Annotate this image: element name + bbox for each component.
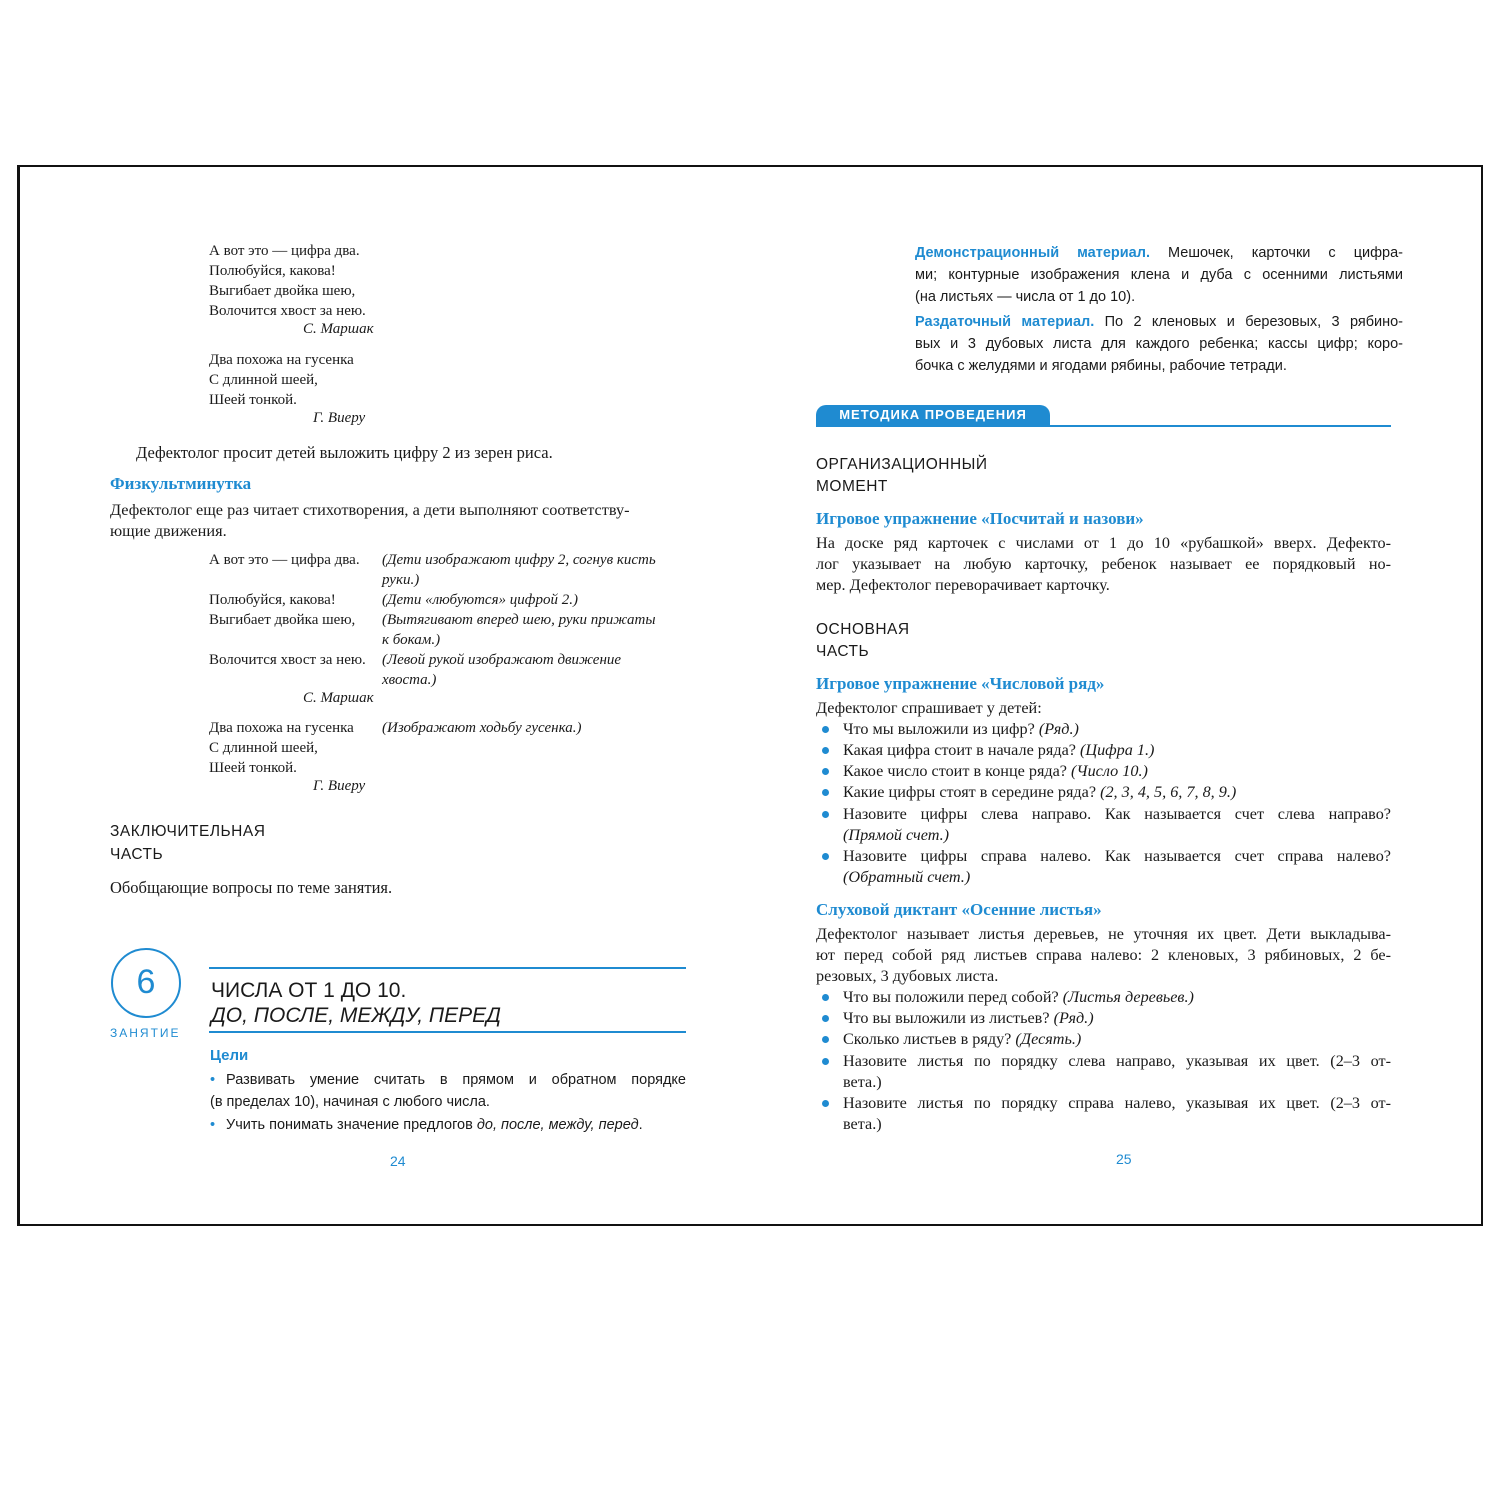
phys-text: ющие движения. xyxy=(110,521,227,540)
poem-line: Выгибает двойка шею, xyxy=(209,283,356,299)
bullet-icon xyxy=(822,747,829,754)
poem-line: А вот это — цифра два. xyxy=(209,243,360,259)
answer: (Число 10.) xyxy=(1071,762,1148,780)
demo-text: ми; контурные изображения клена и дуба с осенними листьями xyxy=(915,267,1403,283)
answer: (2, 3, 4, 5, 6, 7, 8, 9.) xyxy=(1100,783,1237,801)
poem-author: Г. Виеру xyxy=(313,410,366,426)
question: Что мы выложили из цифр? xyxy=(843,720,1039,738)
section-heading: ОРГАНИЗАЦИОННЫЙ xyxy=(816,456,988,473)
handout-material xyxy=(915,311,1403,333)
answer: (Листья деревьев.) xyxy=(1062,988,1194,1006)
final-text: Обобщающие вопросы по теме занятия. xyxy=(110,878,393,897)
bullet-icon xyxy=(822,726,829,733)
list-item: Назовите цифры слева направо. Как называется счет слева направо? xyxy=(843,805,1391,823)
handout-text: вых и 3 дубовых листа для каждого ребенка; кассы цифр; коро- xyxy=(915,336,1403,352)
answer: (Десять.) xyxy=(1015,1030,1082,1048)
phys-action: хвоста.) xyxy=(382,672,437,688)
method-tab xyxy=(816,405,1050,426)
method-tab-label: МЕТОДИКА ПРОВЕДЕНИЯ xyxy=(839,407,1027,422)
bullet-icon xyxy=(822,1058,829,1065)
game1-text: мер. Дефектолог переворачивает карточку. xyxy=(816,576,1110,594)
game1-text: На доске ряд карточек с числами от 1 до 10 «рубашкой» вверх. Дефекто- xyxy=(816,534,1391,552)
answer: (Обратный счет.) xyxy=(843,868,971,886)
answer: (Прямой счет.) xyxy=(843,826,950,844)
list-item: Назовите листья по порядку справа налево, указывая их цвет. (2–3 от- xyxy=(843,1094,1391,1112)
phys-line: Выгибает двойка шею, xyxy=(209,612,356,628)
bullet-icon xyxy=(822,1015,829,1022)
answer: (Ряд.) xyxy=(1053,1009,1094,1027)
phys-line: Волочится хвост за нею. xyxy=(209,652,366,668)
phys-action: (Дети «любуются» цифрой 2.) xyxy=(382,592,578,608)
goal-text xyxy=(226,1117,643,1133)
question: Какая цифра стоит в начале ряда? xyxy=(843,741,1080,759)
poem-author: С. Маршак xyxy=(303,321,374,337)
lesson-number-circle xyxy=(111,948,181,1018)
handout-text: По 2 кленовых и березовых, 3 рябино- xyxy=(1094,314,1403,330)
answer: (Цифра 1.) xyxy=(1080,741,1155,759)
phys-line: Полюбуйся, какова! xyxy=(209,592,336,608)
bullet-icon xyxy=(822,789,829,796)
lesson-label: ЗАНЯТИЕ xyxy=(110,1026,181,1040)
goal-text-plain: Учить понимать значение предлогов xyxy=(226,1117,477,1133)
title-rule-bottom xyxy=(209,1031,686,1033)
goal-bullet: • xyxy=(210,1072,216,1088)
goals-heading: Цели xyxy=(210,1047,249,1064)
bullet-icon xyxy=(822,768,829,775)
dictation-text: резовых, 3 дубовых листа. xyxy=(816,967,999,985)
title-rule-top xyxy=(209,967,686,969)
demo-label: Демонстрационный материал. xyxy=(915,245,1150,261)
list-item: Назовите цифры справа налево. Как называется счет справа налево? xyxy=(843,847,1391,865)
bullet-icon xyxy=(822,1100,829,1107)
list-item: Назовите листья по порядку слева направо, указывая их цвет. (2–3 от- xyxy=(843,1052,1391,1070)
lesson-subtitle: ДО, ПОСЛЕ, МЕЖДУ, ПЕРЕД xyxy=(211,1004,501,1027)
dictation-text: Дефектолог называет листья деревьев, не уточняя их цвет. Дети выкладыва- xyxy=(816,925,1391,943)
poem-author: Г. Виеру xyxy=(313,778,366,794)
book-spread xyxy=(17,165,1483,1226)
answer: (Ряд.) xyxy=(1038,720,1079,738)
list-item xyxy=(843,740,1154,761)
list-item xyxy=(843,1008,1094,1029)
goal-text-end: . xyxy=(638,1117,643,1133)
section-heading: ОСНОВНАЯ xyxy=(816,621,910,638)
demo-text: (на листьях — числа от 1 до 10). xyxy=(915,289,1136,305)
question: Какие цифры стоят в середине ряда? xyxy=(843,783,1101,801)
game2-intro: Дефектолог спрашивает у детей: xyxy=(816,699,1042,717)
poem-line: С длинной шеей, xyxy=(209,372,318,388)
phys-line: Два похожа на гусенка xyxy=(209,720,354,736)
question: Какое число стоит в конце ряда? xyxy=(843,762,1072,780)
phys-action: руки.) xyxy=(382,572,420,588)
goal-text: (в пределах 10), начиная с любого числа. xyxy=(210,1094,490,1110)
poem-author: С. Маршак xyxy=(303,690,374,706)
phys-heading: Физкультминутка xyxy=(110,474,252,493)
demo-text: Мешочек, карточки с цифра- xyxy=(1149,245,1403,261)
handout-text: бочка с желудями и ягодами рябины, рабочие тетради. xyxy=(915,358,1287,374)
list-item xyxy=(843,782,1236,803)
list-item xyxy=(843,719,1079,740)
bullet-icon xyxy=(822,853,829,860)
list-item xyxy=(843,987,1194,1008)
dictation-text: ют перед собой ряд листьев справа налево: 2 кленовых, 3 рябиновых, 2 бе- xyxy=(816,946,1391,964)
question: Что вы положили перед собой? xyxy=(843,988,1063,1006)
section-heading: ЧАСТЬ xyxy=(816,643,870,660)
section-heading: ЗАКЛЮЧИТЕЛЬНАЯ xyxy=(110,823,266,840)
page-number: 24 xyxy=(390,1153,406,1169)
game1-text: лог указывает на любую карточку, ребенок называет ее порядковый но- xyxy=(816,555,1391,573)
section-heading: ЧАСТЬ xyxy=(110,846,164,863)
left-page xyxy=(20,167,770,1224)
section-heading: МОМЕНТ xyxy=(816,478,888,495)
poem-line: Волочится хвост за нею. xyxy=(209,303,366,319)
goal-bullet: • xyxy=(210,1117,216,1133)
phys-action: (Дети изображают цифру 2, согнув кисть xyxy=(382,552,656,568)
phys-line: Шеей тонкой. xyxy=(209,760,297,776)
lesson-title: ЧИСЛА ОТ 1 ДО 10. xyxy=(211,979,407,1002)
list-item-cont: вета.) xyxy=(843,1073,882,1091)
phys-action: (Вытягивают вперед шею, руки прижаты xyxy=(382,612,656,628)
goal-text: Развивать умение считать в прямом и обратном порядке xyxy=(226,1072,686,1088)
phys-action: (Изображают ходьбу гусенка.) xyxy=(382,720,582,736)
poem-line: Шеей тонкой. xyxy=(209,392,297,408)
right-page xyxy=(770,167,1486,1224)
goal-text-italic: до, после, между, перед xyxy=(476,1117,639,1133)
bullet-icon xyxy=(822,1036,829,1043)
phys-line: С длинной шеей, xyxy=(209,740,318,756)
phys-text: Дефектолог еще раз читает стихотворения, а дети выполняют соответству- xyxy=(110,500,630,519)
method-rule xyxy=(816,425,1391,427)
list-item xyxy=(843,761,1148,782)
page-number: 25 xyxy=(1116,1151,1132,1167)
handout-label: Раздаточный материал. xyxy=(915,314,1095,330)
list-item xyxy=(843,1029,1081,1050)
phys-line: А вот это — цифра два. xyxy=(209,552,360,568)
phys-action: (Левой рукой изображают движение xyxy=(382,652,622,668)
bullet-icon xyxy=(822,994,829,1001)
demo-material xyxy=(915,242,1403,264)
game1-heading: Игровое упражнение «Посчитай и назови» xyxy=(816,509,1144,528)
phys-action: к бокам.) xyxy=(382,632,441,648)
dictation-heading: Слуховой диктант «Осенние листья» xyxy=(816,900,1102,919)
list-item-cont: вета.) xyxy=(843,1115,882,1133)
game2-heading: Игровое упражнение «Числовой ряд» xyxy=(816,674,1105,693)
question: Сколько листьев в ряду? xyxy=(843,1030,1016,1048)
lesson-number: 6 xyxy=(136,963,156,1001)
poem-line: Два похожа на гусенка xyxy=(209,352,354,368)
poem-line: Полюбуйся, какова! xyxy=(209,263,336,279)
question: Что вы выложили из листьев? xyxy=(843,1009,1054,1027)
bullet-icon xyxy=(822,811,829,818)
rice-text: Дефектолог просит детей выложить цифру 2 из зерен риса. xyxy=(136,443,553,462)
